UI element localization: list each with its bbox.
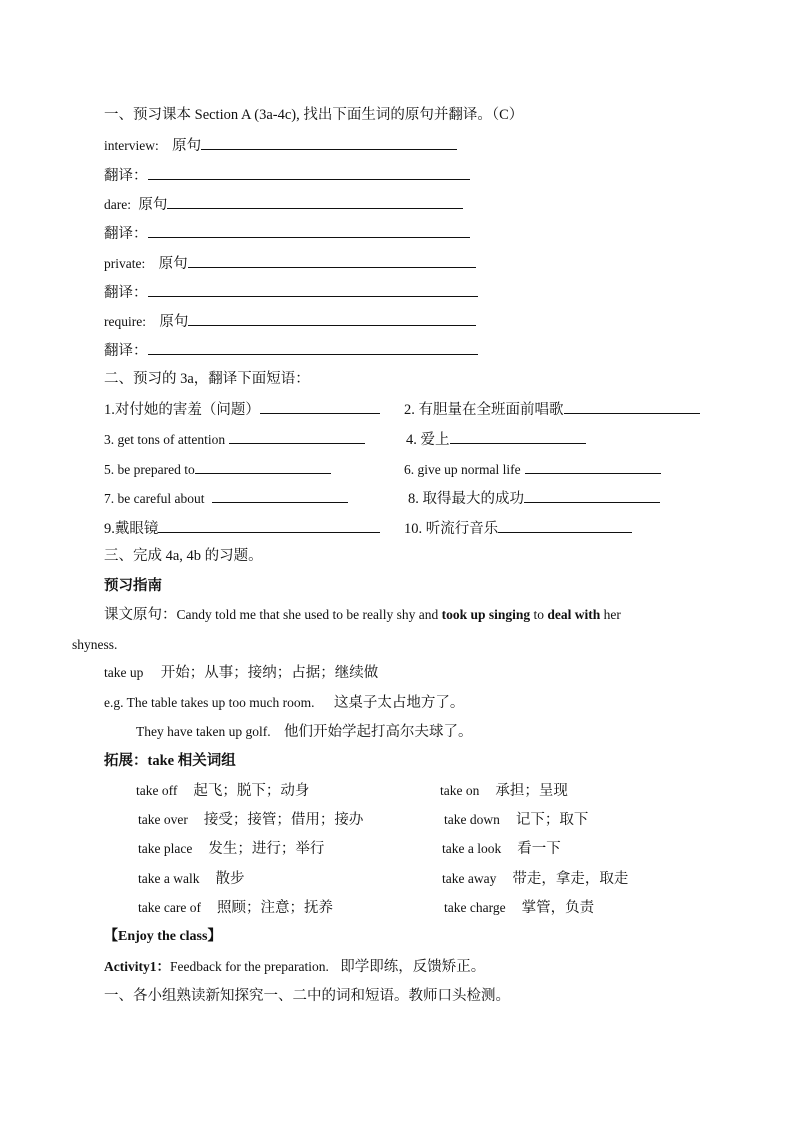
vocab-row-private	[104, 254, 476, 273]
extension-item: take care of 照顾；注意；抚养	[138, 900, 333, 916]
vocab-word: dare:	[104, 197, 131, 212]
extension-item: take down 记下；取下	[444, 812, 589, 828]
extension-title: 拓展：take 相关词组	[104, 753, 236, 769]
extension-item: take a look 看一下	[442, 841, 561, 857]
phrase-item: 1.对付她的害羞（问题）	[104, 400, 380, 419]
vocab-trans-private	[104, 283, 478, 302]
phrase-item: 9.戴眼镜	[104, 519, 380, 538]
answer-blank[interactable]	[564, 400, 700, 414]
answer-blank[interactable]	[148, 283, 478, 297]
orig-label: 原句	[138, 197, 168, 213]
answer-blank[interactable]	[188, 254, 476, 268]
answer-blank[interactable]	[188, 312, 476, 326]
answer-blank[interactable]	[201, 136, 457, 150]
answer-blank[interactable]	[524, 489, 660, 503]
answer-blank[interactable]	[525, 460, 661, 474]
extension-item: take off 起飞；脱下；动身	[136, 783, 310, 799]
answer-blank[interactable]	[195, 460, 331, 474]
phrase-item: 2. 有胆量在全班面前唱歌	[404, 400, 700, 419]
vocab-word: private:	[104, 256, 146, 271]
orig-label: 原句	[158, 256, 188, 272]
guide-sentence-cont: shyness.	[72, 637, 118, 652]
phrase-item: 3. get tons of attention	[104, 430, 365, 449]
example-2: They have taken up golf. 他们开始学起打高尔夫球了。	[136, 724, 473, 740]
extension-item: take place 发生；进行；举行	[138, 841, 325, 857]
answer-blank[interactable]	[212, 489, 348, 503]
vocab-word: interview:	[104, 138, 159, 153]
phrase-item: 10. 听流行音乐	[404, 519, 632, 538]
orig-label: 原句	[172, 138, 202, 154]
answer-blank[interactable]	[148, 166, 470, 180]
extension-item: take away 带走，拿走，取走	[442, 871, 629, 887]
answer-blank[interactable]	[148, 224, 470, 238]
answer-blank[interactable]	[498, 519, 632, 533]
extension-item: take on 承担；呈现	[440, 783, 568, 799]
orig-label: 原句	[159, 314, 189, 330]
vocab-trans-dare	[104, 224, 470, 243]
phrase-item: 6. give up normal life	[404, 460, 661, 479]
vocab-row-dare	[104, 195, 463, 214]
enjoy-title: 【Enjoy the class】	[104, 929, 222, 944]
vocab-word: require:	[104, 314, 146, 329]
activity-row: Activity1：Feedback for the preparation. 即学即练，反馈矫正。	[104, 959, 486, 975]
vocab-row-interview	[104, 136, 457, 155]
vocab-row-require	[104, 312, 476, 331]
trans-label: 翻译：	[104, 168, 148, 184]
trans-label: 翻译：	[104, 343, 148, 359]
guide-title: 预习指南	[104, 578, 162, 594]
answer-blank[interactable]	[158, 519, 380, 533]
answer-blank[interactable]	[167, 195, 463, 209]
phrase-item: 7. be careful about	[104, 489, 348, 508]
answer-blank[interactable]	[229, 430, 365, 444]
trans-label: 翻译：	[104, 285, 148, 301]
phrase-item: 5. be prepared to	[104, 460, 331, 479]
example-1: e.g. The table takes up too much room. 这桌子太占地方了。	[104, 695, 465, 711]
final-instruction: 一、各小组熟读新知探究一、二中的词和短语。教师口头检测。	[104, 988, 510, 1004]
extension-item: take over 接受；接管；借用；接办	[138, 812, 364, 828]
section3-title: 三、完成 4a, 4b 的习题。	[104, 548, 263, 564]
takeup-row: take up 开始；从事；接纳；占据；继续做	[104, 665, 379, 681]
vocab-trans-require	[104, 341, 478, 360]
vocab-trans-interview	[104, 166, 470, 185]
answer-blank[interactable]	[148, 341, 478, 355]
extension-item: take charge 掌管，负责	[444, 900, 595, 916]
section1-title: 一、预习课本 Section A (3a-4c), 找出下面生词的原句并翻译。（C）	[104, 107, 524, 123]
phrase-item: 4. 爱上	[406, 430, 586, 449]
phrase-item: 8. 取得最大的成功	[408, 489, 660, 508]
section2-title: 二、预习的 3a，翻译下面短语：	[104, 371, 310, 387]
trans-label: 翻译：	[104, 226, 148, 242]
answer-blank[interactable]	[260, 400, 380, 414]
extension-item: take a walk 散步	[138, 871, 245, 887]
answer-blank[interactable]	[450, 430, 586, 444]
guide-sentence: 课文原句：Candy told me that she used to be really shy and took up singing to deal with her	[104, 607, 621, 623]
